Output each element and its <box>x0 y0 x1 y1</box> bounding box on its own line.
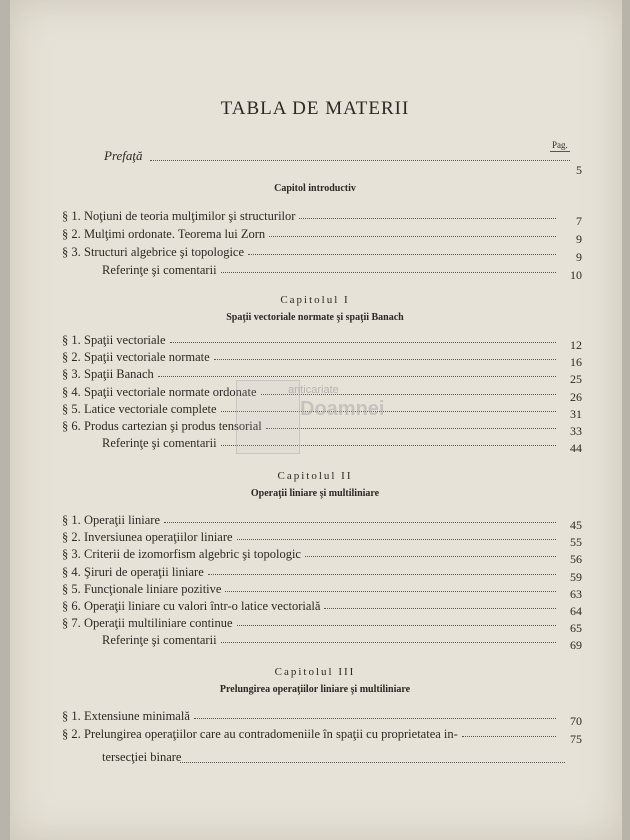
entry-page: 63 <box>570 586 582 601</box>
section-number: § 6. <box>62 599 81 613</box>
dot-leader <box>225 591 556 592</box>
toc-entry <box>62 512 582 532</box>
watermark-big-text: Doamnei <box>300 398 385 420</box>
page-title: TABLA DE MATERII <box>220 98 410 119</box>
section-number: § 6. <box>62 419 81 433</box>
toc-entry <box>62 708 582 728</box>
entry-page: 70 <box>570 714 582 728</box>
entry-title: Spaţii Banach <box>84 367 154 382</box>
chapter1-name: Capitolul I <box>280 294 350 306</box>
entry-page: 26 <box>570 389 582 404</box>
toc-entry <box>62 615 582 636</box>
entry-title: Referinţe şi comentarii <box>102 263 217 277</box>
entry-page: 65 <box>570 621 582 636</box>
dot-leader <box>194 718 556 719</box>
entry-title: Mulţimi ordonate. Teorema lui Zorn <box>84 227 266 241</box>
entry-page: 69 <box>570 638 582 653</box>
dot-leader <box>305 556 556 557</box>
entry-page: 9 <box>576 250 582 264</box>
entry-continuation: tersecţiei binare <box>102 750 182 764</box>
dot-leader <box>208 574 556 575</box>
page-column-label: Pag. <box>552 140 568 150</box>
dot-leader <box>170 342 556 343</box>
entry-title: Operaţii liniare cu valori într-o latice vectorială <box>84 599 321 613</box>
section-number: § 1. <box>62 333 81 347</box>
entry-title: Inversiunea operaţiilor liniare <box>84 530 233 545</box>
entry-title: Spaţii vectoriale <box>84 333 166 347</box>
toc-entry <box>62 244 582 264</box>
section-number: § 7. <box>62 616 81 631</box>
entry-title: Şiruri de operaţii liniare <box>84 564 204 579</box>
entry-title: Operaţii multiliniare continue <box>84 616 233 631</box>
dot-leader <box>237 539 556 540</box>
entry-title: Structuri algebrice şi topologice <box>84 245 245 259</box>
chapter3-heading <box>0 666 630 695</box>
section-number: § 5. <box>62 581 81 596</box>
toc-entry <box>62 332 582 352</box>
section-number: § 3. <box>62 547 81 562</box>
watermark-small-text: anticariate <box>288 384 339 396</box>
section-number: § 3. <box>62 367 81 382</box>
section-number: § 2. <box>62 530 81 545</box>
section-number: § 3. <box>62 245 81 259</box>
chapter1-subtitle: Spaţii vectoriale normate şi spaţii Banach <box>226 312 404 323</box>
dot-leader <box>221 642 556 643</box>
chapter3-name: Capitolul III <box>274 666 356 678</box>
entry-title: Spaţii vectoriale normate <box>84 350 210 365</box>
entry-page: 16 <box>570 355 582 370</box>
toc-entry <box>62 262 582 282</box>
chapter2-name: Capitolul II <box>277 470 353 482</box>
entry-page: 44 <box>570 441 582 456</box>
dot-leader <box>269 236 556 237</box>
entry-page: 56 <box>570 552 582 567</box>
dot-leader <box>324 608 556 609</box>
section-number: § 2. <box>62 727 81 741</box>
section-number: § 1. <box>62 709 81 723</box>
entry-title: Noţiuni de teoria mulţimilor şi structurilor <box>84 209 296 223</box>
toc-entry <box>62 581 582 601</box>
entry-title: Referinţe şi comentarii <box>102 436 217 451</box>
toc-entry <box>62 546 582 567</box>
section-number: § 4. <box>62 384 81 399</box>
section-number: § 2. <box>62 227 81 241</box>
preface-label: Prefaţă <box>104 148 143 163</box>
chapter1-heading <box>0 294 630 323</box>
intro-heading <box>0 183 630 194</box>
entry-title: Latice vectoriale complete <box>84 401 217 416</box>
entry-title: Produs cartezian şi produs tensorial <box>84 419 262 433</box>
entry-page: 9 <box>576 232 582 246</box>
dot-leader <box>248 254 556 255</box>
toc-entry <box>62 726 582 746</box>
entry-title: Criterii de izomorfism algebric şi topologic <box>84 547 301 562</box>
entry-page: 12 <box>570 338 582 352</box>
dot-leader <box>180 762 565 763</box>
entry-page: 10 <box>570 268 582 282</box>
toc-entry <box>62 598 582 618</box>
section-number: § 5. <box>62 401 81 416</box>
chapter2-subtitle: Operaţii liniare şi multiliniare <box>250 488 380 499</box>
section-number: § 1. <box>62 209 81 223</box>
dot-leader <box>299 218 556 219</box>
entry-page: 59 <box>570 569 582 584</box>
toc-entry <box>62 632 582 653</box>
entry-page: 64 <box>570 604 582 618</box>
entry-title: Funcţionale liniare pozitive <box>84 581 222 596</box>
dot-leader <box>221 272 556 273</box>
section-number: § 1. <box>62 513 81 527</box>
section-number: § 2. <box>62 350 81 365</box>
dot-leader <box>214 359 556 360</box>
dot-leader <box>164 522 556 523</box>
preface-page: 5 <box>576 163 582 177</box>
watermark <box>236 380 412 452</box>
entry-title: Extensiune minimală <box>84 709 190 723</box>
dot-leader <box>462 736 556 737</box>
intro-title: Capitol introductiv <box>274 183 356 194</box>
entry-page: 45 <box>570 518 582 532</box>
toc-entry <box>62 349 582 370</box>
chapter2-heading <box>0 470 630 499</box>
dot-leader <box>150 160 570 161</box>
chapter3-subtitle: Prelungirea operaţiilor liniare şi multiliniare <box>219 684 411 695</box>
entry-title: Referinţe şi comentarii <box>102 633 217 648</box>
section-number: § 4. <box>62 564 81 579</box>
dot-leader <box>158 376 556 377</box>
toc-entry <box>62 564 582 584</box>
entry-page: 33 <box>570 424 582 438</box>
entry-page: 75 <box>570 732 582 746</box>
entry-title: Prelungirea operaţiilor care au contradomeniile în spaţii cu proprietatea in- <box>84 727 458 741</box>
entry-page: 55 <box>570 535 582 550</box>
entry-page: 25 <box>570 372 582 387</box>
entry-page: 31 <box>570 406 582 421</box>
entry-title: Operaţii liniare <box>84 513 161 527</box>
dot-leader <box>237 625 556 626</box>
entry-page: 7 <box>576 214 582 228</box>
toc-entry <box>62 208 582 228</box>
toc-entry <box>62 226 582 246</box>
toc-entry <box>62 529 582 550</box>
entry-title: Spaţii vectoriale normate ordonate <box>84 384 257 399</box>
